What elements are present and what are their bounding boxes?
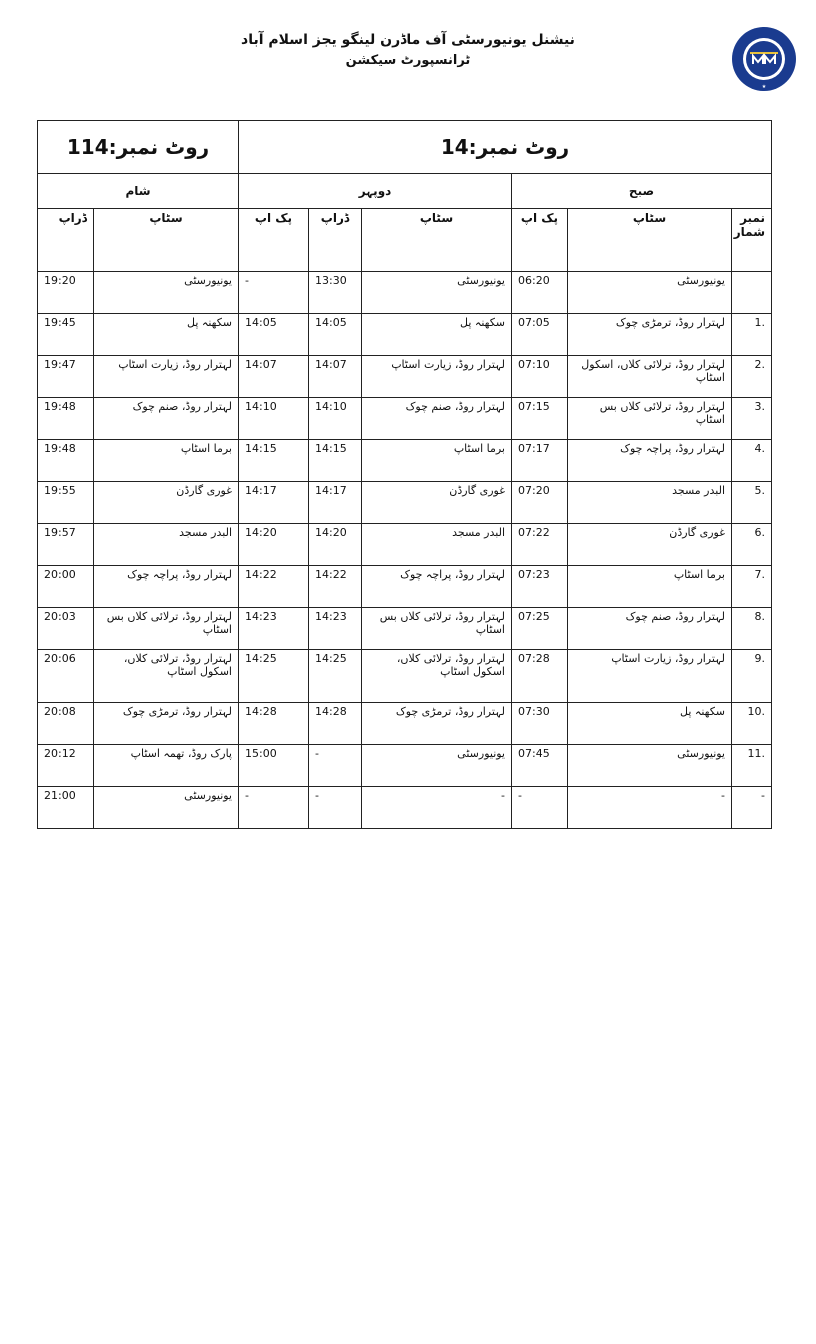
serial-cell: 5.: [732, 482, 772, 524]
evening-drop-cell: 19:57: [38, 524, 94, 566]
morning-pickup-cell: 07:17: [512, 440, 568, 482]
morning-stop-cell: سکھنہ پل: [568, 703, 732, 745]
evening-stop-cell: غوری گارڈن: [94, 482, 239, 524]
serial-cell: 7.: [732, 566, 772, 608]
morning-pickup-cell: 07:28: [512, 650, 568, 703]
table-row: [38, 482, 772, 524]
morning-pickup-header: پک اپ: [512, 209, 568, 272]
table-row: [38, 566, 772, 608]
noon-pickup-cell: 14:10: [239, 398, 309, 440]
svg-text:★: ★: [761, 84, 767, 90]
noon-drop-cell: 14:20: [309, 524, 362, 566]
evening-stop-header: سٹاپ: [94, 209, 239, 272]
evening-stop-cell: برما اسٹاپ: [94, 440, 239, 482]
noon-stop-cell: لہترار روڈ، ترلائی کلاں، اسکول اسٹاپ: [362, 650, 512, 703]
noon-stop-cell: البدر مسجد: [362, 524, 512, 566]
evening-stop-cell: لہترار روڈ، ترلائی کلاں بس اسٹاپ: [94, 608, 239, 650]
noon-stop-cell: لہترار روڈ، صنم چوک: [362, 398, 512, 440]
serial-cell: 8.: [732, 608, 772, 650]
morning-pickup-cell: 07:20: [512, 482, 568, 524]
university-name: نیشنل یونیورسٹی آف ماڈرن لینگو یجز اسلام آباد: [241, 32, 575, 48]
noon-stop-cell: لہترار روڈ، زیارت اسٹاپ: [362, 356, 512, 398]
morning-pickup-cell: -: [512, 787, 568, 829]
table-row: [38, 440, 772, 482]
evening-stop-cell: پارک روڈ، تھمہ اسٹاپ: [94, 745, 239, 787]
morning-pickup-cell: 07:22: [512, 524, 568, 566]
noon-pickup-cell: 14:17: [239, 482, 309, 524]
evening-stop-cell: لہترار روڈ، ترمڑی چوک: [94, 703, 239, 745]
morning-stop-cell: لہترار روڈ، ترلائی کلاں، اسکول اسٹاپ: [568, 356, 732, 398]
evening-stop-cell: لہترار روڈ، زیارت اسٹاپ: [94, 356, 239, 398]
noon-pickup-cell: 14:23: [239, 608, 309, 650]
table-row: [38, 398, 772, 440]
morning-stop-cell: غوری گارڈن: [568, 524, 732, 566]
noon-stop-cell: سکھنہ پل: [362, 314, 512, 356]
table-row: [38, 787, 772, 829]
route-114-title: روٹ نمبر:114: [38, 121, 239, 174]
evening-drop-cell: 20:03: [38, 608, 94, 650]
morning-stop-header: سٹاپ: [568, 209, 732, 272]
serial-cell: 1.: [732, 314, 772, 356]
evening-stop-cell: البدر مسجد: [94, 524, 239, 566]
morning-stop-cell: -: [568, 787, 732, 829]
noon-drop-cell: 14:23: [309, 608, 362, 650]
table-row: [38, 745, 772, 787]
serial-cell: 4.: [732, 440, 772, 482]
morning-stop-cell: لہترار روڈ، ترلائی کلاں بس اسٹاپ: [568, 398, 732, 440]
morning-pickup-cell: 07:05: [512, 314, 568, 356]
serial-cell: [732, 272, 772, 314]
morning-pickup-cell: 07:25: [512, 608, 568, 650]
evening-drop-cell: 20:12: [38, 745, 94, 787]
timetable-body: [38, 272, 772, 829]
noon-drop-cell: 14:25: [309, 650, 362, 703]
evening-period: شام: [38, 174, 239, 209]
morning-stop-cell: لہترار روڈ، ترمڑی چوک: [568, 314, 732, 356]
morning-stop-cell: لہترار روڈ، پراچہ چوک: [568, 440, 732, 482]
table-row: [38, 608, 772, 650]
noon-stop-cell: -: [362, 787, 512, 829]
evening-stop-cell: لہترار روڈ، ترلائی کلاں، اسکول اسٹاپ: [94, 650, 239, 703]
noon-drop-header: ڈراپ: [309, 209, 362, 272]
route-14-title: روٹ نمبر:14: [239, 121, 772, 174]
evening-stop-cell: یونیورسٹی: [94, 787, 239, 829]
noon-pickup-cell: 14:28: [239, 703, 309, 745]
serial-cell: 9.: [732, 650, 772, 703]
noon-pickup-cell: 14:20: [239, 524, 309, 566]
noon-drop-cell: 14:15: [309, 440, 362, 482]
morning-pickup-cell: 07:10: [512, 356, 568, 398]
table-row: [38, 703, 772, 745]
noon-stop-cell: غوری گارڈن: [362, 482, 512, 524]
evening-drop-cell: 19:48: [38, 440, 94, 482]
noon-stop-cell: لہترار روڈ، ترلائی کلاں بس اسٹاپ: [362, 608, 512, 650]
evening-drop-header: ڈراپ: [38, 209, 94, 272]
noon-pickup-cell: 14:05: [239, 314, 309, 356]
serial-cell: -: [732, 787, 772, 829]
noon-stop-cell: لہترار روڈ، ترمڑی چوک: [362, 703, 512, 745]
evening-drop-cell: 19:55: [38, 482, 94, 524]
noon-drop-cell: 13:30: [309, 272, 362, 314]
serial-cell: 11.: [732, 745, 772, 787]
noon-drop-cell: -: [309, 745, 362, 787]
evening-drop-cell: 20:08: [38, 703, 94, 745]
noon-drop-cell: 14:17: [309, 482, 362, 524]
serial-cell: 3.: [732, 398, 772, 440]
morning-pickup-cell: 07:15: [512, 398, 568, 440]
serial-header: نمبر شمار: [732, 209, 772, 272]
noon-stop-cell: یونیورسٹی: [362, 745, 512, 787]
noon-stop-cell: لہترار روڈ، پراچہ چوک: [362, 566, 512, 608]
noon-pickup-cell: -: [239, 787, 309, 829]
evening-drop-cell: 19:45: [38, 314, 94, 356]
serial-cell: 2.: [732, 356, 772, 398]
noon-pickup-cell: -: [239, 272, 309, 314]
morning-pickup-cell: 07:30: [512, 703, 568, 745]
morning-pickup-cell: 07:45: [512, 745, 568, 787]
noon-stop-header: سٹاپ: [362, 209, 512, 272]
morning-pickup-cell: 07:23: [512, 566, 568, 608]
university-logo: [731, 26, 797, 92]
section-name: ٹرانسپورٹ سیکشن: [345, 53, 471, 68]
noon-drop-cell: 14:07: [309, 356, 362, 398]
evening-stop-cell: لہترار روڈ، پراچہ چوک: [94, 566, 239, 608]
morning-stop-cell: لہترار روڈ، زیارت اسٹاپ: [568, 650, 732, 703]
evening-stop-cell: یونیورسٹی: [94, 272, 239, 314]
morning-pickup-cell: 06:20: [512, 272, 568, 314]
noon-pickup-cell: 14:22: [239, 566, 309, 608]
evening-stop-cell: لہترار روڈ، صنم چوک: [94, 398, 239, 440]
noon-period: دوپہر: [239, 174, 512, 209]
noon-pickup-cell: 14:15: [239, 440, 309, 482]
noon-stop-cell: برما اسٹاپ: [362, 440, 512, 482]
noon-drop-cell: 14:05: [309, 314, 362, 356]
noon-pickup-cell: 15:00: [239, 745, 309, 787]
morning-stop-cell: لہترار روڈ، صنم چوک: [568, 608, 732, 650]
evening-drop-cell: 19:20: [38, 272, 94, 314]
noon-drop-cell: 14:22: [309, 566, 362, 608]
table-row: [38, 356, 772, 398]
table-row: [38, 524, 772, 566]
noon-drop-cell: -: [309, 787, 362, 829]
morning-stop-cell: برما اسٹاپ: [568, 566, 732, 608]
morning-stop-cell: یونیورسٹی: [568, 745, 732, 787]
table-row: [38, 272, 772, 314]
noon-drop-cell: 14:10: [309, 398, 362, 440]
noon-stop-cell: یونیورسٹی: [362, 272, 512, 314]
morning-stop-cell: البدر مسجد: [568, 482, 732, 524]
noon-pickup-cell: 14:07: [239, 356, 309, 398]
morning-period: صبح: [512, 174, 772, 209]
serial-cell: 10.: [732, 703, 772, 745]
evening-drop-cell: 21:00: [38, 787, 94, 829]
evening-drop-cell: 19:47: [38, 356, 94, 398]
table-row: [38, 314, 772, 356]
table-row: [38, 650, 772, 703]
evening-stop-cell: سکھنہ پل: [94, 314, 239, 356]
document-header: [0, 30, 816, 72]
route-timetable: [37, 120, 772, 829]
noon-pickup-cell: 14:25: [239, 650, 309, 703]
noon-drop-cell: 14:28: [309, 703, 362, 745]
evening-drop-cell: 19:48: [38, 398, 94, 440]
evening-drop-cell: 20:00: [38, 566, 94, 608]
serial-cell: 6.: [732, 524, 772, 566]
evening-drop-cell: 20:06: [38, 650, 94, 703]
noon-pickup-header: پک اپ: [239, 209, 309, 272]
morning-stop-cell: یونیورسٹی: [568, 272, 732, 314]
